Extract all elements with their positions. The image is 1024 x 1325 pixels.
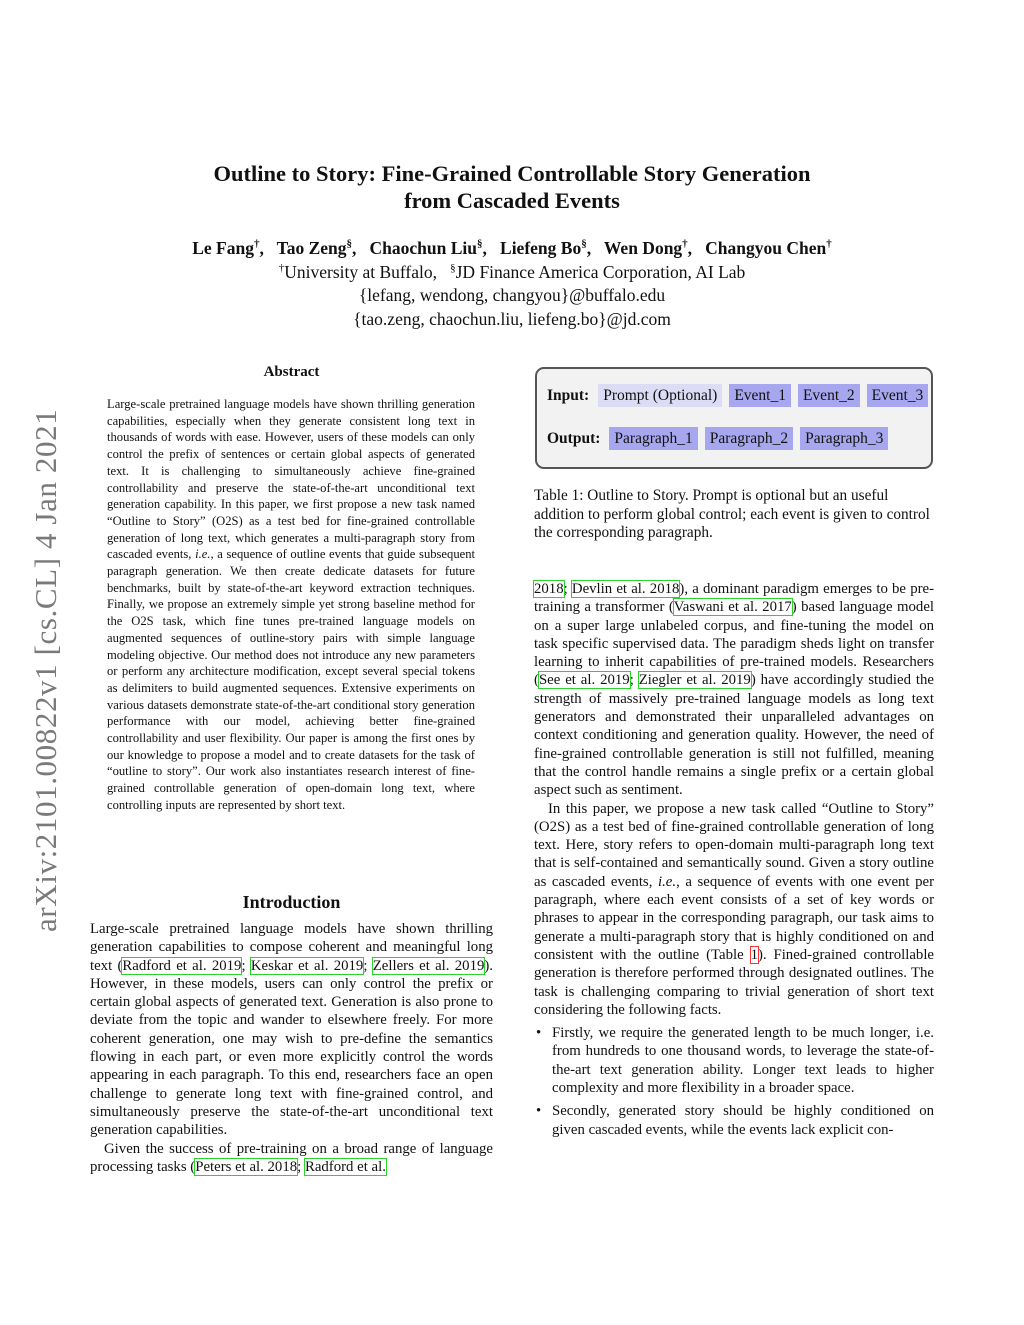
event-chip: Event_3 — [867, 384, 929, 407]
input-row — [547, 384, 928, 407]
author: Changyou Chen† — [705, 237, 832, 258]
bullet-item: • Firstly, we require the generated length to be much longer, i.e. from hundreds to one thousand words, to leverage the state-of-the-art text generation ability. Longer text leads to higher complexity and more flexibility in a broader space. — [534, 1024, 934, 1097]
paragraph-chip: Paragraph_2 — [705, 427, 793, 450]
event-chip: Event_1 — [729, 384, 791, 407]
input-label: Input: — [547, 386, 590, 404]
arxiv-identifier: arXiv:2101.00822v1 [cs.CL] 4 Jan 2021 — [28, 408, 63, 932]
abstract-heading: Abstract — [263, 364, 320, 380]
citation-link[interactable]: Ziegler et al. 2019 — [638, 672, 751, 689]
output-label: Output: — [547, 429, 601, 447]
citation-link[interactable]: Peters et al. 2018 — [195, 1158, 298, 1175]
paper-title — [100, 160, 924, 214]
citation-link[interactable]: Zellers et al. 2019 — [372, 957, 485, 974]
bullet-item: • Secondly, generated story should be highly conditioned on given cascaded events, while the events lack explicit con- — [534, 1102, 934, 1139]
abstract-text: Large-scale pretrained language models have shown thrilling generation capabilities, especially when they generate consistent long text in thousands of words with ease. However, users of these models can only control the prefix of sentences or certain global aspects of generated text. It is challenging to simultaneously achieve fine-grained controllability and preserve the state-of-the-art unconditional text generation capability. In this paper, we first propose a new task named “Outline to Story” (O2S) as a test bed for fine-grained controllable generation of long text, which generates a multi-paragraph story from cascaded events, i.e., a sequence of outline events that guide subsequent paragraph generation. We then create dedicate datasets for future benchmarks, built by state-of-the-art keyword extraction techniques. Finally, we propose an extremely simple yet strong baseline method for the O2S task, which fine tunes pre-trained language models on augmented sequences of outline-story pairs with simple language modeling objective. Our method does not introduce any new parameters or perform any architecture modification, except several special tokens as delimiters to build augmented sequences. Extensive experiments on various datasets demonstrate state-of-the-art conditional story generation performance with our model, achieving better fine-grained controllability and user flexibility. Our paper is among the first ones by our knowledge to propose a model and to create datasets for the task of “outline to story”. Our work also instantiates research interest of fine-grained controllable generation of open-domain long text, where controlling inputs are represented by short text. — [107, 397, 476, 812]
author-list — [60, 233, 964, 259]
author: Liefeng Bo§, — [500, 237, 592, 258]
intro-paragraph-1: Large-scale pretrained language models have shown thrilling generation capabilities to compose coherent and meaningful long text (Radford et al. 2019; Keskar et al. 2019; Zellers et al. 2019). However, in these models, users can only control the prefix or certain global aspects of generated text. Generation is also prone to deviate from the topic and wander to elsewhere freely. For more coherent generation, one may wish to pre-define the semantics flowing in each part, or even more explicitly control the words appearing in each paragraph. To this end, researchers face an open challenge to generate long text with fine-grained control, and simultaneously preserve the state-of-the-art unconditional text generation capabilities. — [90, 921, 494, 1139]
author: Tao Zeng§, — [276, 237, 357, 258]
paragraph-chip: Paragraph_1 — [609, 427, 697, 450]
citation-link[interactable]: Vaswani et al. 2017 — [673, 599, 792, 616]
intro-paragraph-2: Given the success of pre-training on a broad range of language processing tasks (Peters et al. 2018; Radford et al. — [90, 1140, 493, 1175]
paragraph-chip: Paragraph_3 — [800, 427, 888, 450]
citation-link[interactable]: Devlin et al. 2018 — [571, 581, 680, 597]
introduction-text — [90, 920, 493, 1176]
event-chip: Event_2 — [798, 384, 860, 407]
prompt-chip: Prompt (Optional) — [598, 384, 722, 407]
citation-link[interactable]: See et al. 2019 — [538, 672, 630, 689]
title-line-1: Outline to Story: Fine-Grained Controllable Story Generation — [213, 161, 811, 186]
body-paragraph-2: In this paper, we propose a new task called “Outline to Story” (O2S) as a test bed of fine-grained controllable generation of long text. Here, story refers to open-domain multi-paragraph long text that is self-contained and semantically sound. Given a story outline as cascaded events, i.e., a sequence of events with one event per paragraph, where each event consists of a set of key words or phrases to appear in the corresponding paragraph, our task aims to generate a multi-paragraph story that is highly conditioned on and consistent with the outline (Table 1). Fined-grained controllable generation is therefore performed through designated outlines. The task is challenging comparing to trivial generation of short text considering the following facts. — [534, 800, 934, 1018]
email-line-1: {lefang, wendong, changyou}@buffalo.edu — [358, 285, 666, 306]
citation-link[interactable]: Radford et al. 2019 — [122, 957, 242, 974]
institution-line: †University at Buffalo, §JD Finance America Corporation, AI Lab — [278, 261, 746, 282]
title-line-2: from Cascaded Events — [404, 188, 620, 213]
affiliations — [60, 257, 964, 331]
author: Chaochun Liu§, — [369, 237, 487, 258]
introduction-heading: Introduction — [242, 892, 341, 912]
body-paragraph-1: 2018; Devlin et al. 2018), a dominant paradigm emerges to be pre-training a transformer (Vaswani et al. 2017) based language model on a super large unlabeled corpus, and fine-tuning the model on task specific supervised data. The paradigm sheds light on transfer learning to inherit capabilities of pre-trained models. Researchers (See et al. 2019; Ziegler et al. 2019) have accordingly studied the strength of massively pre-trained language models as long text generators and demonstrated their unparalleled advantages on context conditioning and generation quality. However, the need of fine-grained controllable generation is still not fulfilled, meaning that the control handle remains a single prefix or a certain global aspect such as sentiment. — [534, 581, 935, 799]
bullet-list — [534, 1024, 934, 1139]
author: Le Fang†, — [192, 237, 264, 258]
author: Wen Dong†, — [603, 237, 693, 258]
citation-link[interactable]: 2018 — [534, 581, 564, 597]
table-caption: Table 1: Outline to Story. Prompt is optional but an useful addition to perform global control; each event is given to control the corresponding paragraph. — [534, 487, 930, 542]
citation-link[interactable]: Radford et al. — [304, 1158, 386, 1175]
right-column-text — [534, 580, 934, 1139]
output-row — [547, 427, 888, 450]
table-1-figure — [535, 367, 933, 469]
table-reference-link[interactable]: 1 — [750, 946, 758, 963]
citation-link[interactable]: Keskar et al. 2019 — [250, 957, 364, 974]
email-line-2: {tao.zeng, chaochun.liu, liefeng.bo}@jd.com — [353, 308, 671, 329]
